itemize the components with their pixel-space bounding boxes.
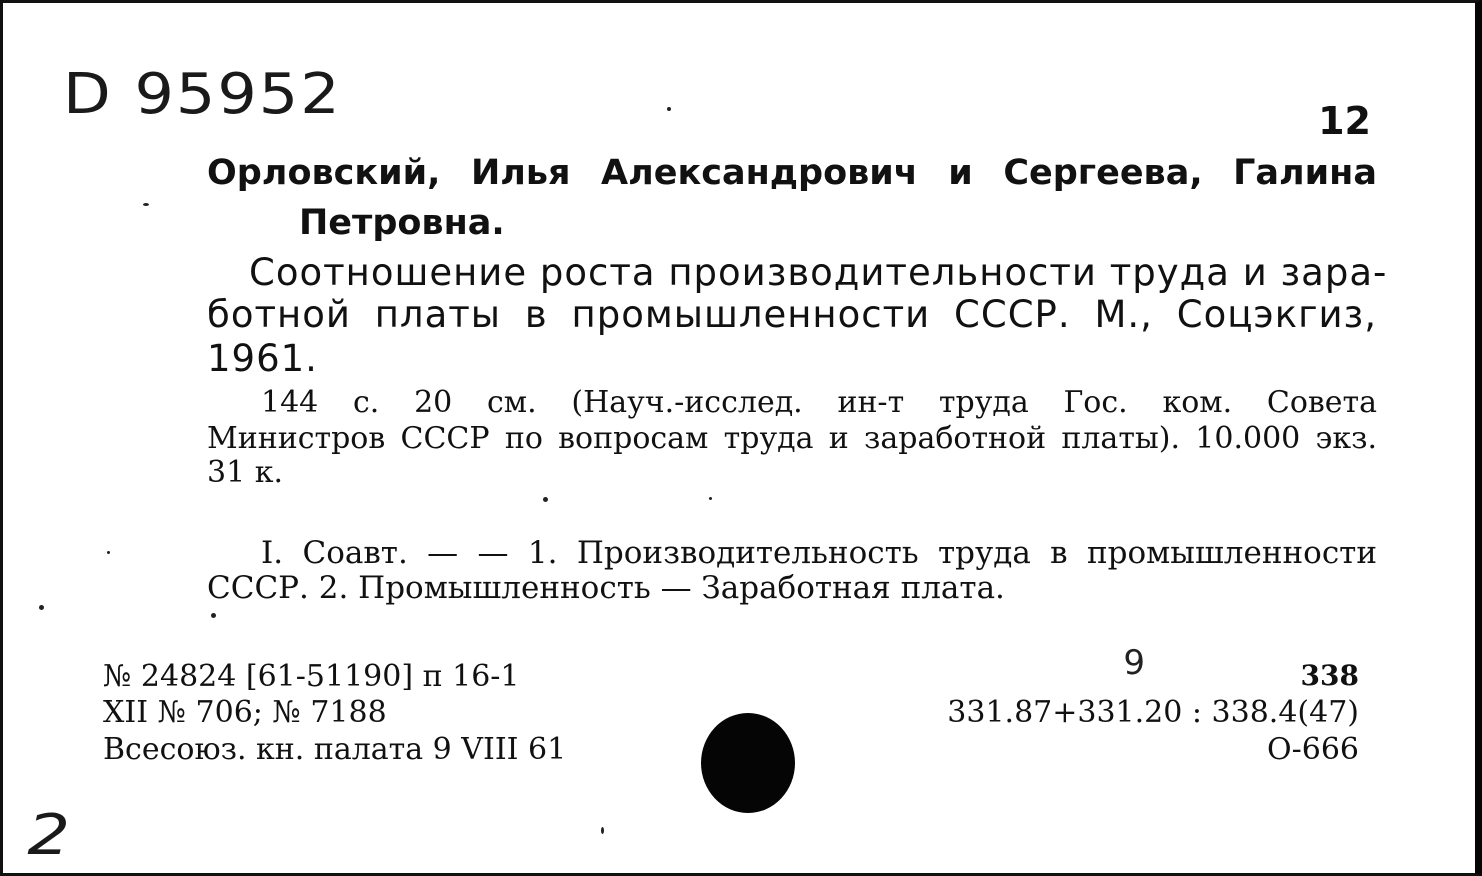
collation-line-3: 31 к. [207,455,283,490]
registration-line-2: XII № 706; № 7188 [103,695,387,730]
classification-line-3: О-666 [1267,732,1359,767]
ink-speck [667,107,671,111]
registration-line-3: Всесоюз. кн. палата 9 VIII 61 [103,732,567,767]
classification-line-1: 338 [1300,659,1359,692]
collation-line-1: 144 с. 20 см. (Науч.-исслед. ин-т труда Гос. ком. Совета [261,385,1377,420]
tracing-line-2: СССР. 2. Промышленность — Заработная плата. [207,570,1005,606]
ink-speck [39,605,44,610]
ink-speck [211,613,216,618]
ink-speck [107,551,110,554]
title-line-2: ботной платы в промышленности СССР. М., Соцэкгиз, [207,293,1377,336]
title-line-1: Соотношение роста производительности труда и зара- [249,251,1388,294]
ink-speck [143,203,149,206]
registration-line-1: № 24824 [61-51190] п 16-1 [103,659,520,694]
corner-handwritten-mark: 2 [27,803,71,868]
punch-hole [701,713,795,813]
tracing-line-1: I. Соавт. — — 1. Производительность труда в промышленности [261,535,1377,571]
title-line-3: 1961. [207,337,318,380]
collation-line-2: Министров СССР по вопросам труда и заработной платы). 10.000 экз. [207,421,1377,456]
classification-mark: 9 [1123,643,1145,683]
classification-line-2: 331.87+331.20 : 338.4(47) [947,695,1359,730]
ink-speck [543,497,548,502]
author-heading-continuation: Петровна. [299,203,505,243]
author-heading: Орловский, Илья Александрович и Сергеева, Галина [207,153,1377,193]
card-number: 12 [1318,99,1371,143]
ink-speck [709,497,712,500]
ink-speck [601,827,604,834]
accession-number: D 95952 [63,61,342,127]
